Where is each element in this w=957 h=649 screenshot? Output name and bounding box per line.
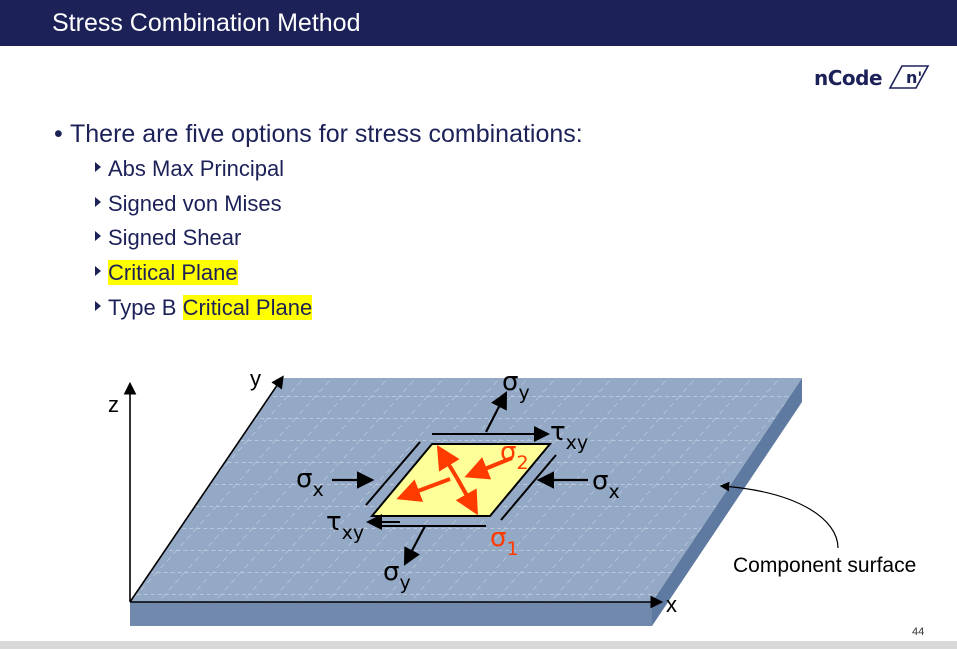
z-axis-label: z xyxy=(108,392,119,417)
sigma-x-left-label: $\sigma_x$ xyxy=(296,464,324,501)
y-axis-label: y xyxy=(250,366,261,391)
option-label: Abs Max Principal xyxy=(108,156,285,181)
sigma-x-right-label: $\sigma_x$ xyxy=(592,466,620,503)
option-prefix: Type B xyxy=(108,294,183,320)
highlighted-text: Critical Plane xyxy=(108,260,238,286)
main-bullet-text: There are five options for stress combinations: xyxy=(70,120,583,148)
option-label: Signed von Mises xyxy=(108,190,282,216)
highlighted-text: Critical Plane xyxy=(182,294,313,320)
sigma-y-bottom-label: $\sigma_y$ xyxy=(383,557,411,594)
bullet-dot-icon: • xyxy=(54,120,63,148)
x-axis-label: x xyxy=(666,592,677,617)
sigma-2-label: $\sigma_2$ xyxy=(500,437,529,474)
component-surface-label: Component surface xyxy=(733,554,917,577)
tau-xy-top-label: $\tau_{xy}$ xyxy=(550,417,589,454)
page-number: 44 xyxy=(912,626,925,638)
logo-text: nCode xyxy=(814,66,883,90)
tau-xy-bottom-label: $\tau_{xy}$ xyxy=(326,507,365,544)
footer-bar xyxy=(0,641,957,649)
sigma-1-label: $\sigma_1$ xyxy=(490,523,519,560)
slide-title: Stress Combination Method xyxy=(52,9,361,37)
sigma-y-top-label: $\sigma_y$ xyxy=(502,367,530,404)
option-label: Signed Shear xyxy=(108,225,242,251)
logo-mark-text: n' xyxy=(906,68,923,87)
